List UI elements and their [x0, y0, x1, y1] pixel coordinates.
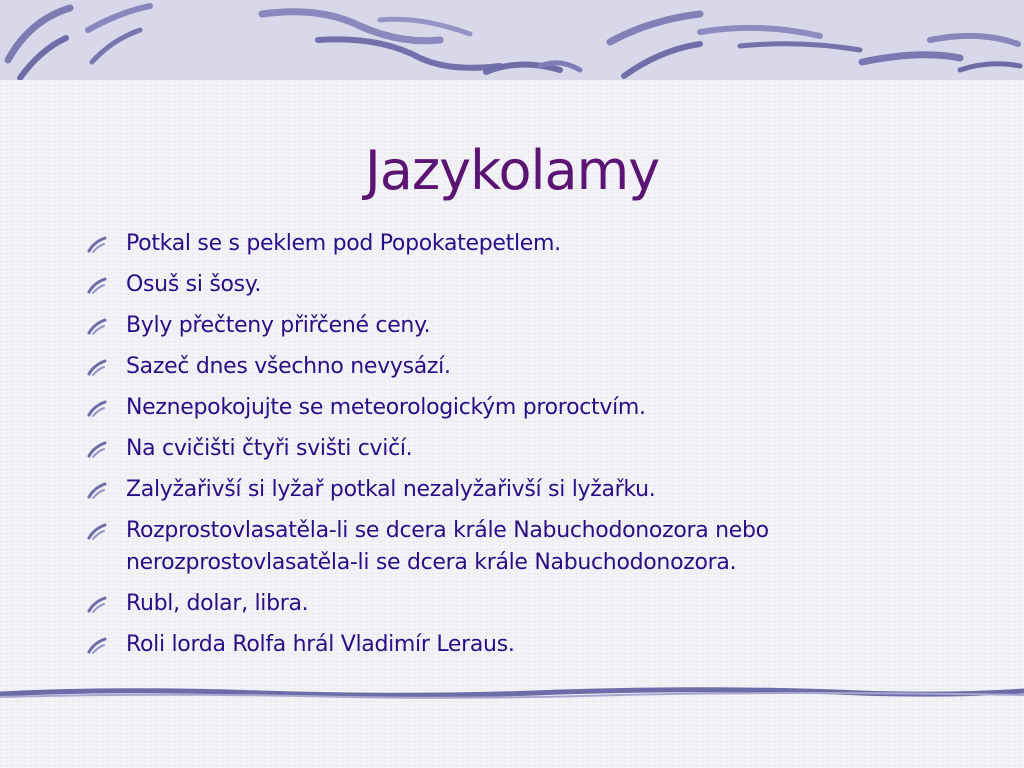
list-item [86, 433, 986, 465]
list-item [86, 228, 986, 260]
brush-stroke-icon [86, 523, 108, 541]
list-item [86, 629, 986, 661]
brush-stroke-icon [86, 441, 108, 459]
list-item [86, 351, 986, 383]
list-item-text: Roli lorda Rolfa hrál Vladimír Leraus. [126, 632, 515, 657]
brush-stroke-icon [86, 277, 108, 295]
list-item-text: Zalyžařivší si lyžař potkal nezalyžařivší si lyžařku. [126, 477, 656, 502]
list-item [86, 588, 986, 620]
list-item [86, 310, 986, 342]
list-item-text: Rubl, dolar, libra. [126, 591, 309, 616]
list-item-text: Na cvičišti čtyři svišti cvičí. [126, 436, 413, 461]
list-item-text: Potkal se s peklem pod Popokatepetlem. [126, 231, 561, 256]
list-item-text: Byly přečteny přiřčené ceny. [126, 313, 431, 338]
slide-title: Jazykolamy [364, 139, 660, 202]
header-decoration [0, 0, 1024, 80]
list-item-text: Sazeč dnes všechno nevysází. [126, 354, 451, 379]
list-item [86, 515, 986, 579]
brush-stroke-icon [86, 359, 108, 377]
decorative-rule-icon [0, 682, 1024, 706]
list-item [86, 269, 986, 301]
brush-stroke-icon [86, 400, 108, 418]
list-item [86, 392, 986, 424]
brush-strokes-icon [0, 0, 1024, 80]
footer-decoration [0, 682, 1024, 706]
bullet-list [86, 228, 986, 670]
brush-stroke-icon [86, 236, 108, 254]
brush-stroke-icon [86, 318, 108, 336]
list-item-text: Rozprostovlasatěla-li se dcera krále Nabuchodonozora nebo nerozprostovlasatěla-li se dcera krále Nabuchodonozora. [126, 518, 769, 575]
brush-stroke-icon [86, 637, 108, 655]
brush-stroke-icon [86, 482, 108, 500]
list-item [86, 474, 986, 506]
list-item-text: Neznepokojujte se meteorologickým proroctvím. [126, 395, 646, 420]
brush-stroke-icon [86, 596, 108, 614]
list-item-text: Osuš si šosy. [126, 272, 262, 297]
